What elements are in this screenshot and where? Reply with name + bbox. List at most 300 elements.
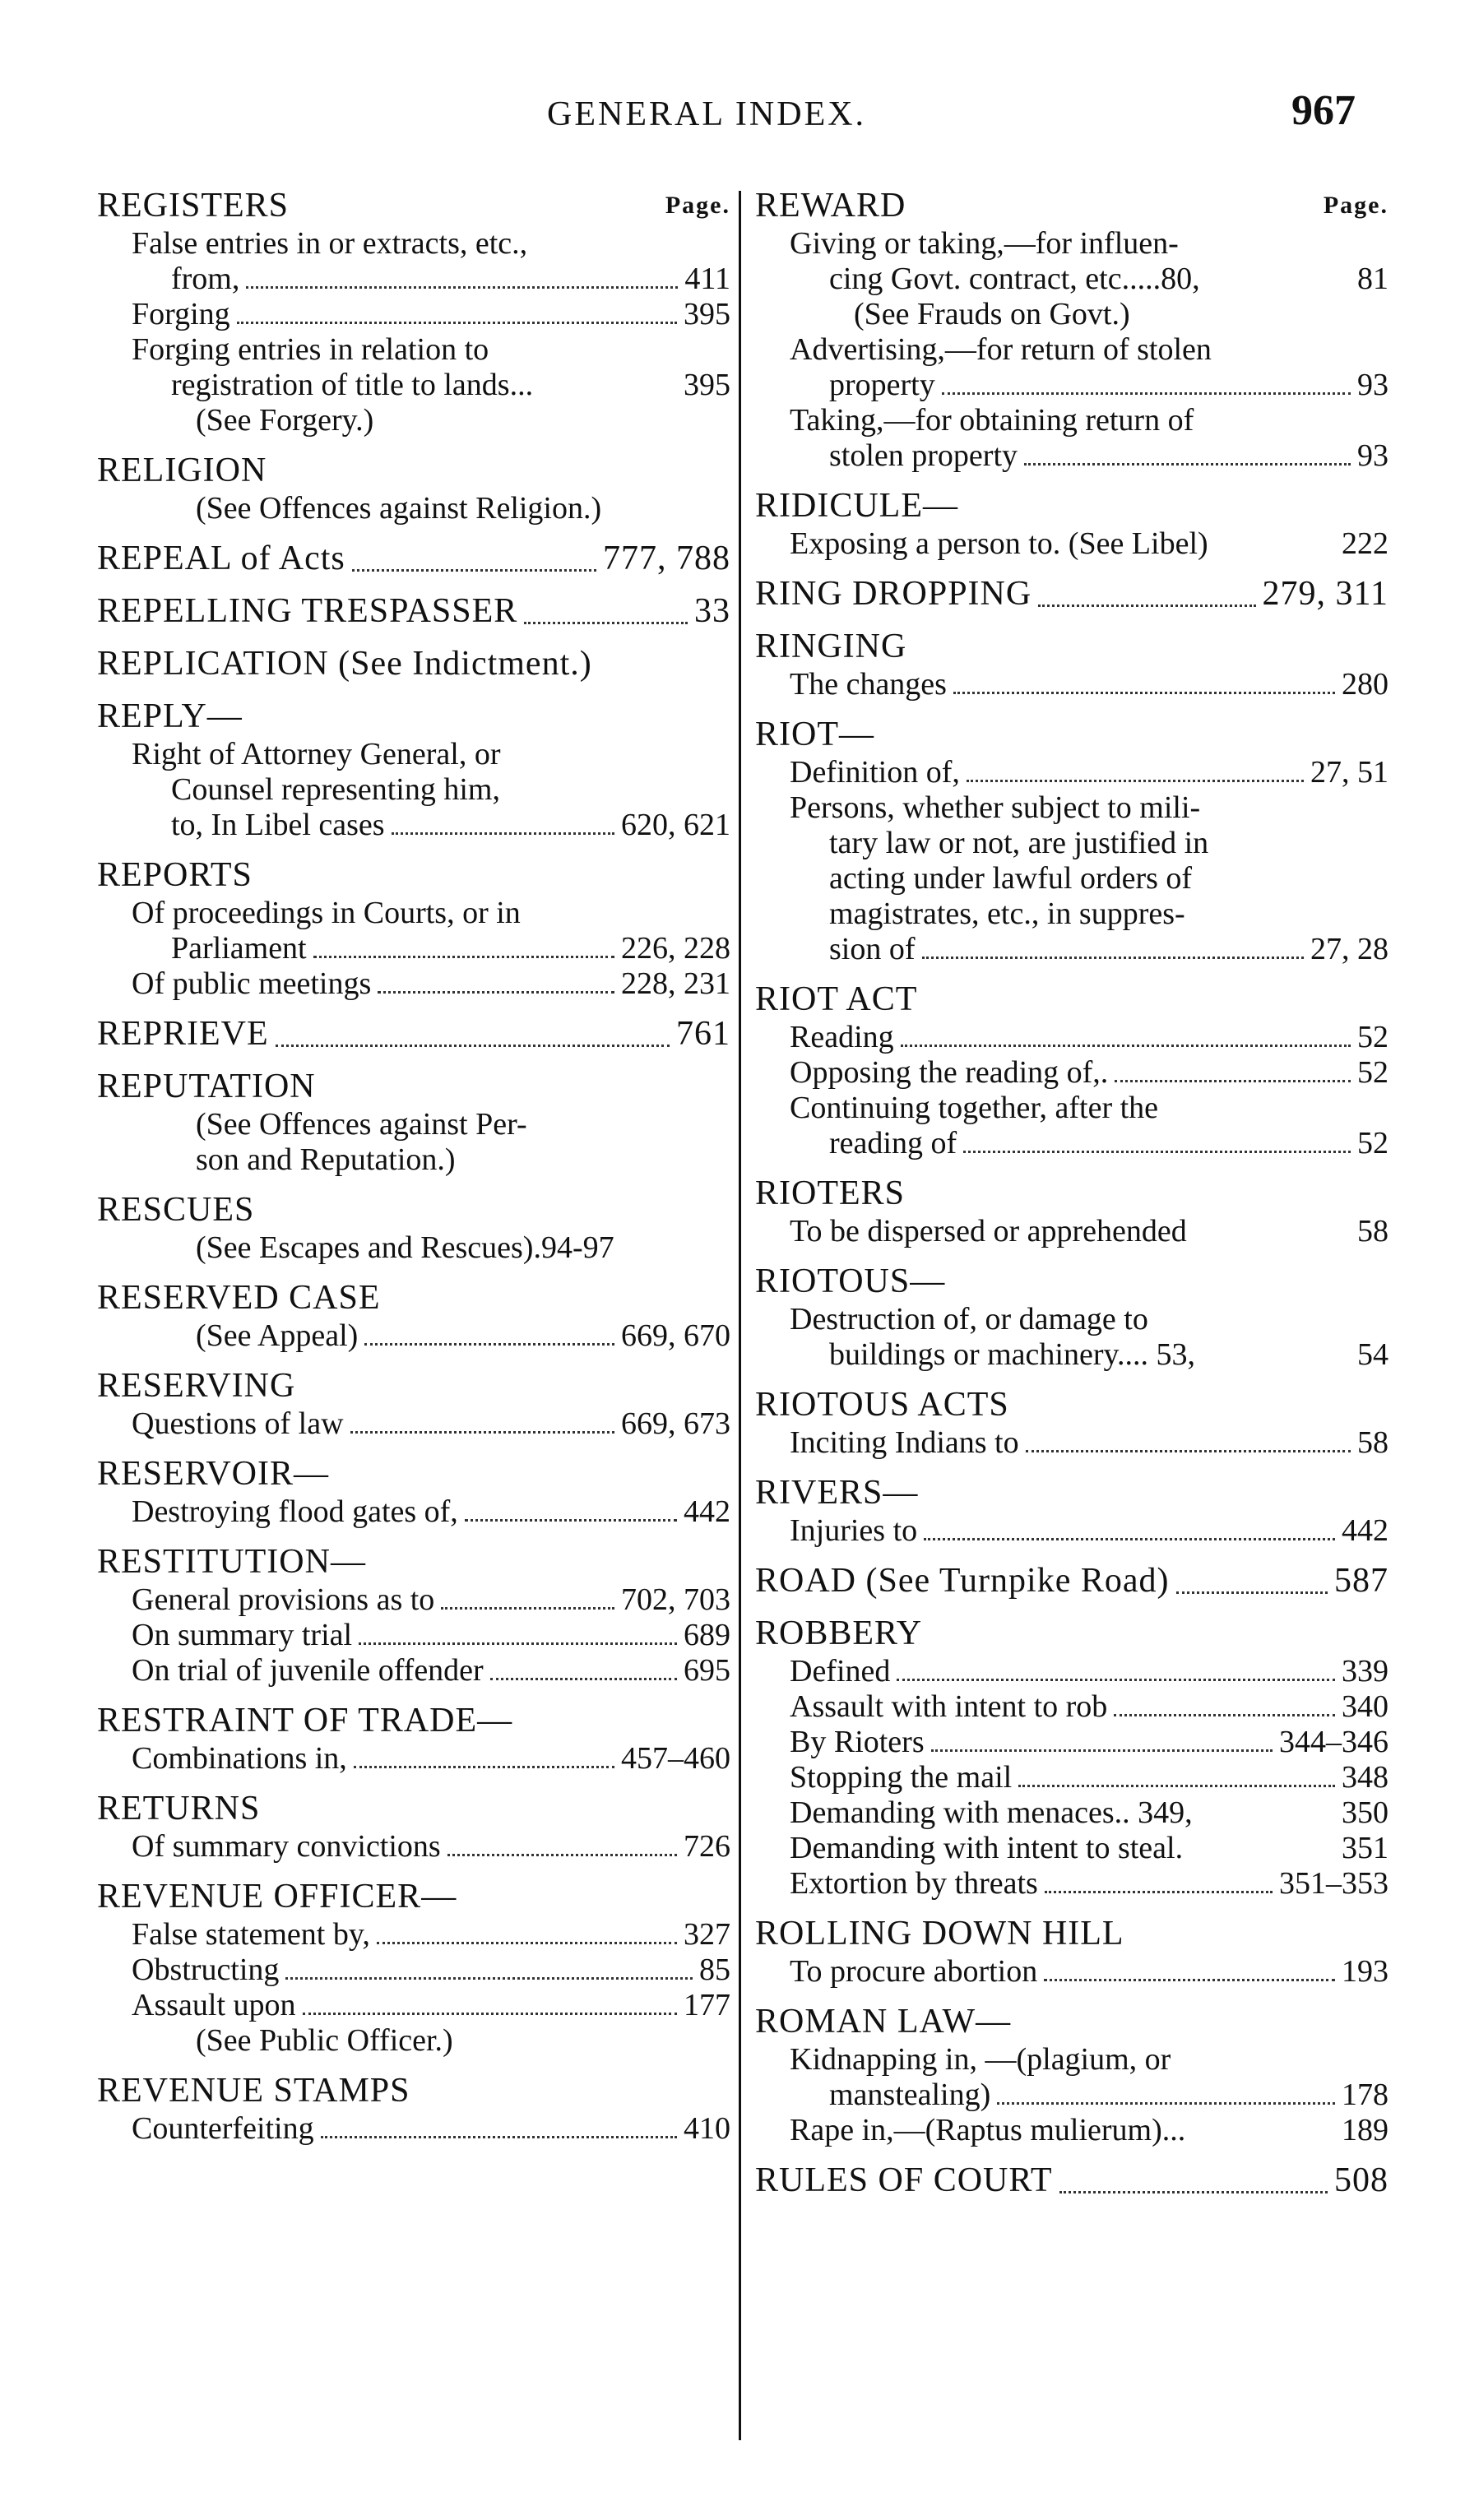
index-entry (755, 1613, 1389, 1902)
page-ref: 27, 51 (1310, 755, 1389, 790)
subentry-text: Injuries to (790, 1513, 918, 1548)
subentry-line (755, 1214, 1389, 1249)
dot-leader (1018, 1785, 1335, 1787)
page-ref: 226, 228 (621, 931, 730, 966)
page-ref: 58 (1357, 1425, 1389, 1460)
index-entry (97, 696, 730, 843)
dot-leader (1115, 1080, 1351, 1082)
subentry-text: Persons, whether subject to mili- (790, 790, 1201, 825)
index-entry (97, 185, 730, 438)
page-ref: 620, 621 (621, 808, 730, 842)
subentry-text: Of public meetings (132, 966, 372, 1001)
subentry-line (755, 438, 1389, 474)
dot-leader (465, 1519, 677, 1522)
cross-reference (97, 403, 730, 438)
subentry-line (755, 1513, 1389, 1549)
entry-heading: RESERVED CASE (97, 1279, 381, 1317)
entry-heading-row (755, 1613, 1389, 1654)
subentry-line (755, 1795, 1389, 1831)
page-ref: 54 (1357, 1337, 1389, 1372)
index-entry (97, 1788, 730, 1865)
dot-leader (1059, 2160, 1328, 2193)
subentry-text: Extortion by threats (790, 1866, 1038, 1901)
entry-heading-row (97, 1788, 730, 1829)
dot-leader (997, 2102, 1335, 2105)
subentry-line (97, 1406, 730, 1442)
page-ref: 340 (1342, 1689, 1389, 1724)
subentry-text: Destruction of, or damage to (790, 1302, 1148, 1336)
index-entry (97, 1541, 730, 1688)
entry-heading: REVENUE STAMPS (97, 2072, 410, 2110)
subentry-line (755, 1954, 1389, 1990)
page-ref: 410 (684, 2111, 730, 2146)
entry-heading-row (97, 643, 730, 684)
dot-leader (313, 956, 614, 958)
subentry-line (755, 1091, 1389, 1126)
subentry-line (755, 896, 1389, 932)
index-entry (755, 626, 1389, 702)
dot-leader (897, 1679, 1335, 1681)
subentry-text: Counterfeiting (132, 2111, 314, 2146)
subentry-line (97, 1953, 730, 1988)
subentry-line (755, 667, 1389, 702)
page-column-label: Page. (665, 192, 730, 219)
cross-reference (97, 491, 730, 526)
dot-leader (922, 957, 1305, 959)
subentry-text: Demanding with intent to steal. (790, 1831, 1184, 1865)
dot-leader (354, 1766, 614, 1768)
dot-leader (285, 1977, 693, 1980)
subentry-line (755, 1126, 1389, 1161)
subentry-line (97, 1988, 730, 2023)
subentry-text: son and Reputation.) (196, 1142, 456, 1177)
dot-leader (246, 286, 678, 289)
subentry-text: Advertising,—for return of stolen (790, 332, 1212, 367)
index-entry (755, 485, 1389, 562)
cross-reference (97, 1230, 730, 1266)
dot-leader (1044, 1979, 1335, 1981)
subentry-text: sion of (829, 932, 916, 966)
subentry-text: (See Offences against Religion.) (196, 491, 602, 526)
cross-reference (97, 1142, 730, 1178)
subentry-line (97, 1494, 730, 1530)
subentry-text: False entries in or extracts, etc., (132, 226, 528, 261)
page-ref: 81 (1357, 262, 1389, 296)
subentry-line (755, 226, 1389, 262)
subentry-line (755, 1055, 1389, 1091)
subentry-text: Counsel representing him, (171, 772, 500, 807)
subentry-text: stolen property (829, 438, 1018, 473)
entry-heading: REWARD (755, 187, 906, 225)
page-ref: 348 (1342, 1760, 1389, 1795)
entry-heading-row (755, 2160, 1389, 2201)
page-ref: 228, 231 (621, 966, 730, 1001)
subentry-text: The changes (790, 667, 947, 702)
page-ref: 411 (684, 262, 730, 296)
entry-heading: REPORTS (97, 856, 253, 894)
dot-leader (1026, 1450, 1351, 1452)
entry-heading: RESERVING (97, 1367, 296, 1405)
dot-leader (441, 1607, 614, 1610)
page-ref: 395 (684, 297, 730, 331)
subentry-line (755, 368, 1389, 403)
entry-heading: RIOTOUS ACTS (755, 1386, 1009, 1424)
entry-heading: REPELLING TRESPASSER (97, 592, 518, 630)
page-ref: 777, 788 (603, 540, 730, 577)
subentry-line (755, 332, 1389, 368)
entry-heading: RINGING (755, 628, 907, 665)
page-ref: 222 (1342, 526, 1389, 561)
page-ref: 93 (1357, 368, 1389, 402)
index-entry (755, 1472, 1389, 1549)
index-entry (755, 979, 1389, 1161)
entry-heading: REPUTATION (97, 1068, 316, 1105)
entry-heading-row (97, 855, 730, 896)
entry-heading: RESTRAINT OF TRADE— (97, 1702, 513, 1739)
page-ref: 726 (684, 1829, 730, 1864)
subentry-text: manstealing) (829, 2078, 991, 2112)
index-entry (755, 1261, 1389, 1373)
entry-heading-row (97, 1277, 730, 1318)
subentry-line (755, 1831, 1389, 1866)
subentry-text: Assault with intent to rob (790, 1689, 1108, 1724)
running-title: GENERAL INDEX. (547, 95, 867, 133)
dot-leader (392, 832, 614, 835)
subentry-line (755, 262, 1389, 297)
subentry-text: Rape in,—(Raptus mulierum)... (790, 2113, 1186, 2147)
entry-heading-row (755, 485, 1389, 526)
subentry-text: Combinations in, (132, 1741, 347, 1776)
entry-heading: RIOT— (755, 716, 874, 753)
entry-heading-row (97, 1453, 730, 1494)
page-column-label: Page. (1323, 192, 1389, 219)
dot-leader (377, 1942, 677, 1944)
entry-heading-row (97, 1700, 730, 1741)
subentry-line (97, 297, 730, 332)
subentry-text: To be dispersed or apprehended (790, 1214, 1187, 1248)
subentry-line (97, 262, 730, 297)
entry-heading-row (755, 626, 1389, 667)
index-entry (97, 1277, 730, 1354)
index-entry (97, 1876, 730, 2059)
subentry-text: (See Escapes and Rescues).94-97 (196, 1230, 614, 1265)
subentry-text: Continuing together, after the (790, 1091, 1159, 1125)
subentry-text: (See Appeal) (196, 1318, 359, 1353)
page-ref: 52 (1357, 1126, 1389, 1160)
dot-leader (303, 2013, 678, 2015)
dot-leader (237, 322, 677, 324)
subentry-line (97, 332, 730, 368)
subentry-text: On summary trial (132, 1618, 353, 1652)
dot-leader (942, 392, 1351, 395)
subentry-line (755, 1866, 1389, 1902)
subentry-line (97, 966, 730, 1002)
subentry-line (755, 755, 1389, 790)
entry-heading-row (755, 1173, 1389, 1214)
entry-heading-row (97, 1876, 730, 1917)
index-entry (755, 185, 1389, 474)
subentry-line (97, 1829, 730, 1865)
subentry-text: (See Offences against Per- (196, 1107, 527, 1142)
index-entry (97, 855, 730, 1002)
index-entry (97, 2070, 730, 2147)
page-ref: 279, 311 (1262, 575, 1389, 613)
subentry-line (755, 1654, 1389, 1689)
page-ref: 189 (1342, 2113, 1389, 2147)
subentry-text: Right of Attorney General, or (132, 737, 501, 771)
entry-heading-row (97, 1066, 730, 1107)
subentry-text: Definition of, (790, 755, 960, 790)
subentry-line (755, 2042, 1389, 2078)
subentry-line (755, 1337, 1389, 1373)
subentry-text: Reading (790, 1020, 894, 1054)
page-ref: 58 (1357, 1214, 1389, 1248)
column-divider (739, 191, 741, 2440)
subentry-line (755, 1725, 1389, 1760)
page-ref: 344–346 (1279, 1725, 1389, 1759)
subentry-text: Assault upon (132, 1988, 296, 2022)
subentry-text: Destroying flood gates of, (132, 1494, 458, 1529)
entry-heading: RULES OF COURT (755, 2161, 1053, 2199)
page-ref: 442 (684, 1494, 730, 1529)
subentry-text: (See Forgery.) (196, 403, 374, 438)
subentry-text: General provisions as to (132, 1582, 435, 1617)
entry-heading: REPEAL of Acts (97, 540, 345, 577)
subentry-text: reading of (829, 1126, 957, 1160)
entry-heading-row (97, 538, 730, 579)
index-entry (97, 1013, 730, 1054)
subentry-text: Giving or taking,—for influen- (790, 226, 1179, 261)
subentry-line (97, 808, 730, 843)
subentry-text: Kidnapping in, —(plagium, or (790, 2042, 1171, 2077)
dot-leader (924, 1538, 1335, 1540)
subentry-text: registration of title to lands... (171, 368, 534, 402)
subentry-text: Stopping the mail (790, 1760, 1013, 1795)
entry-heading: ROBBERY (755, 1614, 923, 1652)
page-ref: 351 (1342, 1831, 1389, 1865)
entry-heading-row (97, 450, 730, 491)
page-ref: 761 (676, 1015, 730, 1053)
index-column-right (755, 185, 1389, 2212)
subentry-text: (See Frauds on Govt.) (854, 297, 1130, 331)
index-entry (755, 1384, 1389, 1461)
entry-heading: REVENUE OFFICER— (97, 1878, 457, 1915)
subentry-line (97, 226, 730, 262)
subentry-line (755, 861, 1389, 896)
entry-heading-row (97, 185, 730, 226)
page-ref: 442 (1342, 1513, 1389, 1548)
subentry-text: Opposing the reading of,. (790, 1055, 1109, 1090)
index-entry (755, 714, 1389, 967)
index-column-left (97, 185, 730, 2158)
page-header (99, 86, 1382, 144)
subentry-text: Questions of law (132, 1406, 344, 1441)
subentry-line (97, 1618, 730, 1653)
entry-heading-row (755, 714, 1389, 755)
entry-heading-row (755, 979, 1389, 1020)
page-ref: 350 (1342, 1795, 1389, 1830)
entry-heading-row (97, 1013, 730, 1054)
subentry-text: By Rioters (790, 1725, 925, 1759)
subentry-line (97, 368, 730, 403)
subentry-line (97, 1653, 730, 1688)
subentry-text: On trial of juvenile offender (132, 1653, 484, 1688)
cross-reference (97, 1318, 730, 1354)
subentry-line (97, 931, 730, 966)
subentry-line (755, 2078, 1389, 2113)
subentry-line (97, 896, 730, 931)
subentry-line (755, 1425, 1389, 1461)
entry-heading-row (755, 1560, 1389, 1601)
page-ref: 457–460 (621, 1741, 730, 1776)
entry-heading: REPLICATION (See Indictment.) (97, 645, 592, 683)
entry-heading: REPRIEVE (97, 1015, 269, 1053)
page-ref: 339 (1342, 1654, 1389, 1688)
subentry-text: acting under lawful orders of (829, 861, 1193, 896)
subentry-line (97, 2111, 730, 2147)
entry-heading: RIOT ACT (755, 980, 918, 1018)
dot-leader (967, 780, 1304, 782)
entry-heading-row (755, 1472, 1389, 1513)
page-ref: 669, 673 (621, 1406, 730, 1441)
dot-leader (931, 1749, 1273, 1752)
index-entry (97, 450, 730, 526)
page-ref: 85 (699, 1953, 730, 1987)
index-entry (97, 1365, 730, 1442)
dot-leader (1024, 463, 1351, 466)
page-ref: 193 (1342, 1954, 1389, 1989)
page-ref: 695 (684, 1653, 730, 1688)
subentry-line (97, 1741, 730, 1777)
index-entry (97, 1066, 730, 1178)
page-ref: 178 (1342, 2078, 1389, 2112)
index-entry (755, 2160, 1389, 2201)
dot-leader (1038, 573, 1255, 607)
subentry-line (755, 526, 1389, 562)
dot-leader (1176, 1560, 1328, 1594)
entry-heading: RIVERS— (755, 1474, 919, 1512)
subentry-line (755, 1020, 1389, 1055)
dot-leader (352, 538, 596, 572)
subentry-text: tary law or not, are justified in (829, 826, 1209, 860)
subentry-line (97, 737, 730, 772)
subentry-text: Taking,—for obtaining return of (790, 403, 1194, 438)
entry-heading: RIDICULE— (755, 487, 958, 525)
subentry-text: Exposing a person to. (See Libel) (790, 526, 1208, 561)
entry-heading-row (97, 1189, 730, 1230)
page-ref: 702, 703 (621, 1582, 730, 1617)
index-entry (97, 1189, 730, 1266)
subentry-text: Demanding with menaces.. 349, (790, 1795, 1193, 1830)
page-ref: 508 (1334, 2161, 1389, 2199)
dot-leader (963, 1151, 1351, 1153)
subentry-text: cing Govt. contract, etc.....80, (829, 262, 1200, 296)
subentry-text: Forging entries in relation to (132, 332, 489, 367)
index-entry (97, 643, 730, 684)
subentry-text: Parliament (171, 931, 307, 966)
dot-leader (1114, 1714, 1335, 1716)
page-ref: 395 (684, 368, 730, 402)
page-ref: 351–353 (1279, 1866, 1389, 1901)
page-ref: 327 (684, 1917, 730, 1952)
entry-heading: RESTITUTION— (97, 1543, 366, 1581)
subentry-line (97, 1582, 730, 1618)
subentry-text: Of summary convictions (132, 1829, 441, 1864)
entry-heading: REGISTERS (97, 187, 290, 225)
entry-heading-row (755, 573, 1389, 614)
entry-heading-row (97, 1541, 730, 1582)
entry-heading-row (755, 2001, 1389, 2042)
entry-heading-row (755, 1913, 1389, 1954)
index-entry (97, 538, 730, 579)
entry-heading-row (755, 1384, 1389, 1425)
subentry-text: to, In Libel cases (171, 808, 385, 842)
dot-leader (350, 1431, 614, 1434)
subentry-text: Obstructing (132, 1953, 280, 1987)
index-entry (755, 573, 1389, 614)
index-entry (755, 1560, 1389, 1601)
page-number: 967 (1291, 87, 1356, 134)
dot-leader (447, 1854, 677, 1856)
subentry-text: Forging (132, 297, 230, 331)
dot-leader (359, 1642, 677, 1645)
index-entry (97, 1453, 730, 1530)
dot-leader (490, 1678, 677, 1680)
dot-leader (953, 692, 1335, 694)
cross-reference (755, 297, 1389, 332)
subentry-line (755, 403, 1389, 438)
subentry-line (755, 1302, 1389, 1337)
subentry-text: To procure abortion (790, 1954, 1038, 1989)
subentry-line (755, 2113, 1389, 2148)
index-entry (755, 1173, 1389, 1249)
index-entry (755, 1913, 1389, 1990)
entry-heading-row (755, 1261, 1389, 1302)
index-entry (97, 591, 730, 632)
entry-heading-row (97, 591, 730, 632)
subentry-line (755, 932, 1389, 967)
cross-reference (97, 1107, 730, 1142)
subentry-text: Inciting Indians to (790, 1425, 1019, 1460)
entry-heading: REPLY— (97, 697, 243, 735)
entry-heading-row (97, 1365, 730, 1406)
entry-heading-row (97, 2070, 730, 2111)
entry-heading: RESERVOIR— (97, 1455, 329, 1493)
page-ref: 177 (684, 1988, 730, 2022)
subentry-text: (See Public Officer.) (196, 2023, 453, 2058)
entry-heading: RIOTERS (755, 1174, 906, 1212)
dot-leader (378, 991, 614, 994)
entry-heading-row (755, 185, 1389, 226)
dot-leader (901, 1045, 1351, 1047)
subentry-text: property (829, 368, 935, 402)
subentry-line (755, 790, 1389, 826)
page-ref: 587 (1334, 1562, 1389, 1600)
subentry-text: buildings or machinery.... 53, (829, 1337, 1196, 1372)
entry-heading: RETURNS (97, 1790, 261, 1827)
subentry-text: Defined (790, 1654, 891, 1688)
subentry-text: from, (171, 262, 240, 296)
page-ref: 52 (1357, 1020, 1389, 1054)
entry-heading: RELIGION (97, 452, 267, 489)
entry-heading: ROMAN LAW— (755, 2003, 1012, 2041)
index-entry (755, 2001, 1389, 2148)
page-ref: 689 (684, 1618, 730, 1652)
subentry-text: False statement by, (132, 1917, 370, 1952)
page-ref: 93 (1357, 438, 1389, 473)
page-ref: 27, 28 (1310, 932, 1389, 966)
subentry-line (97, 772, 730, 808)
